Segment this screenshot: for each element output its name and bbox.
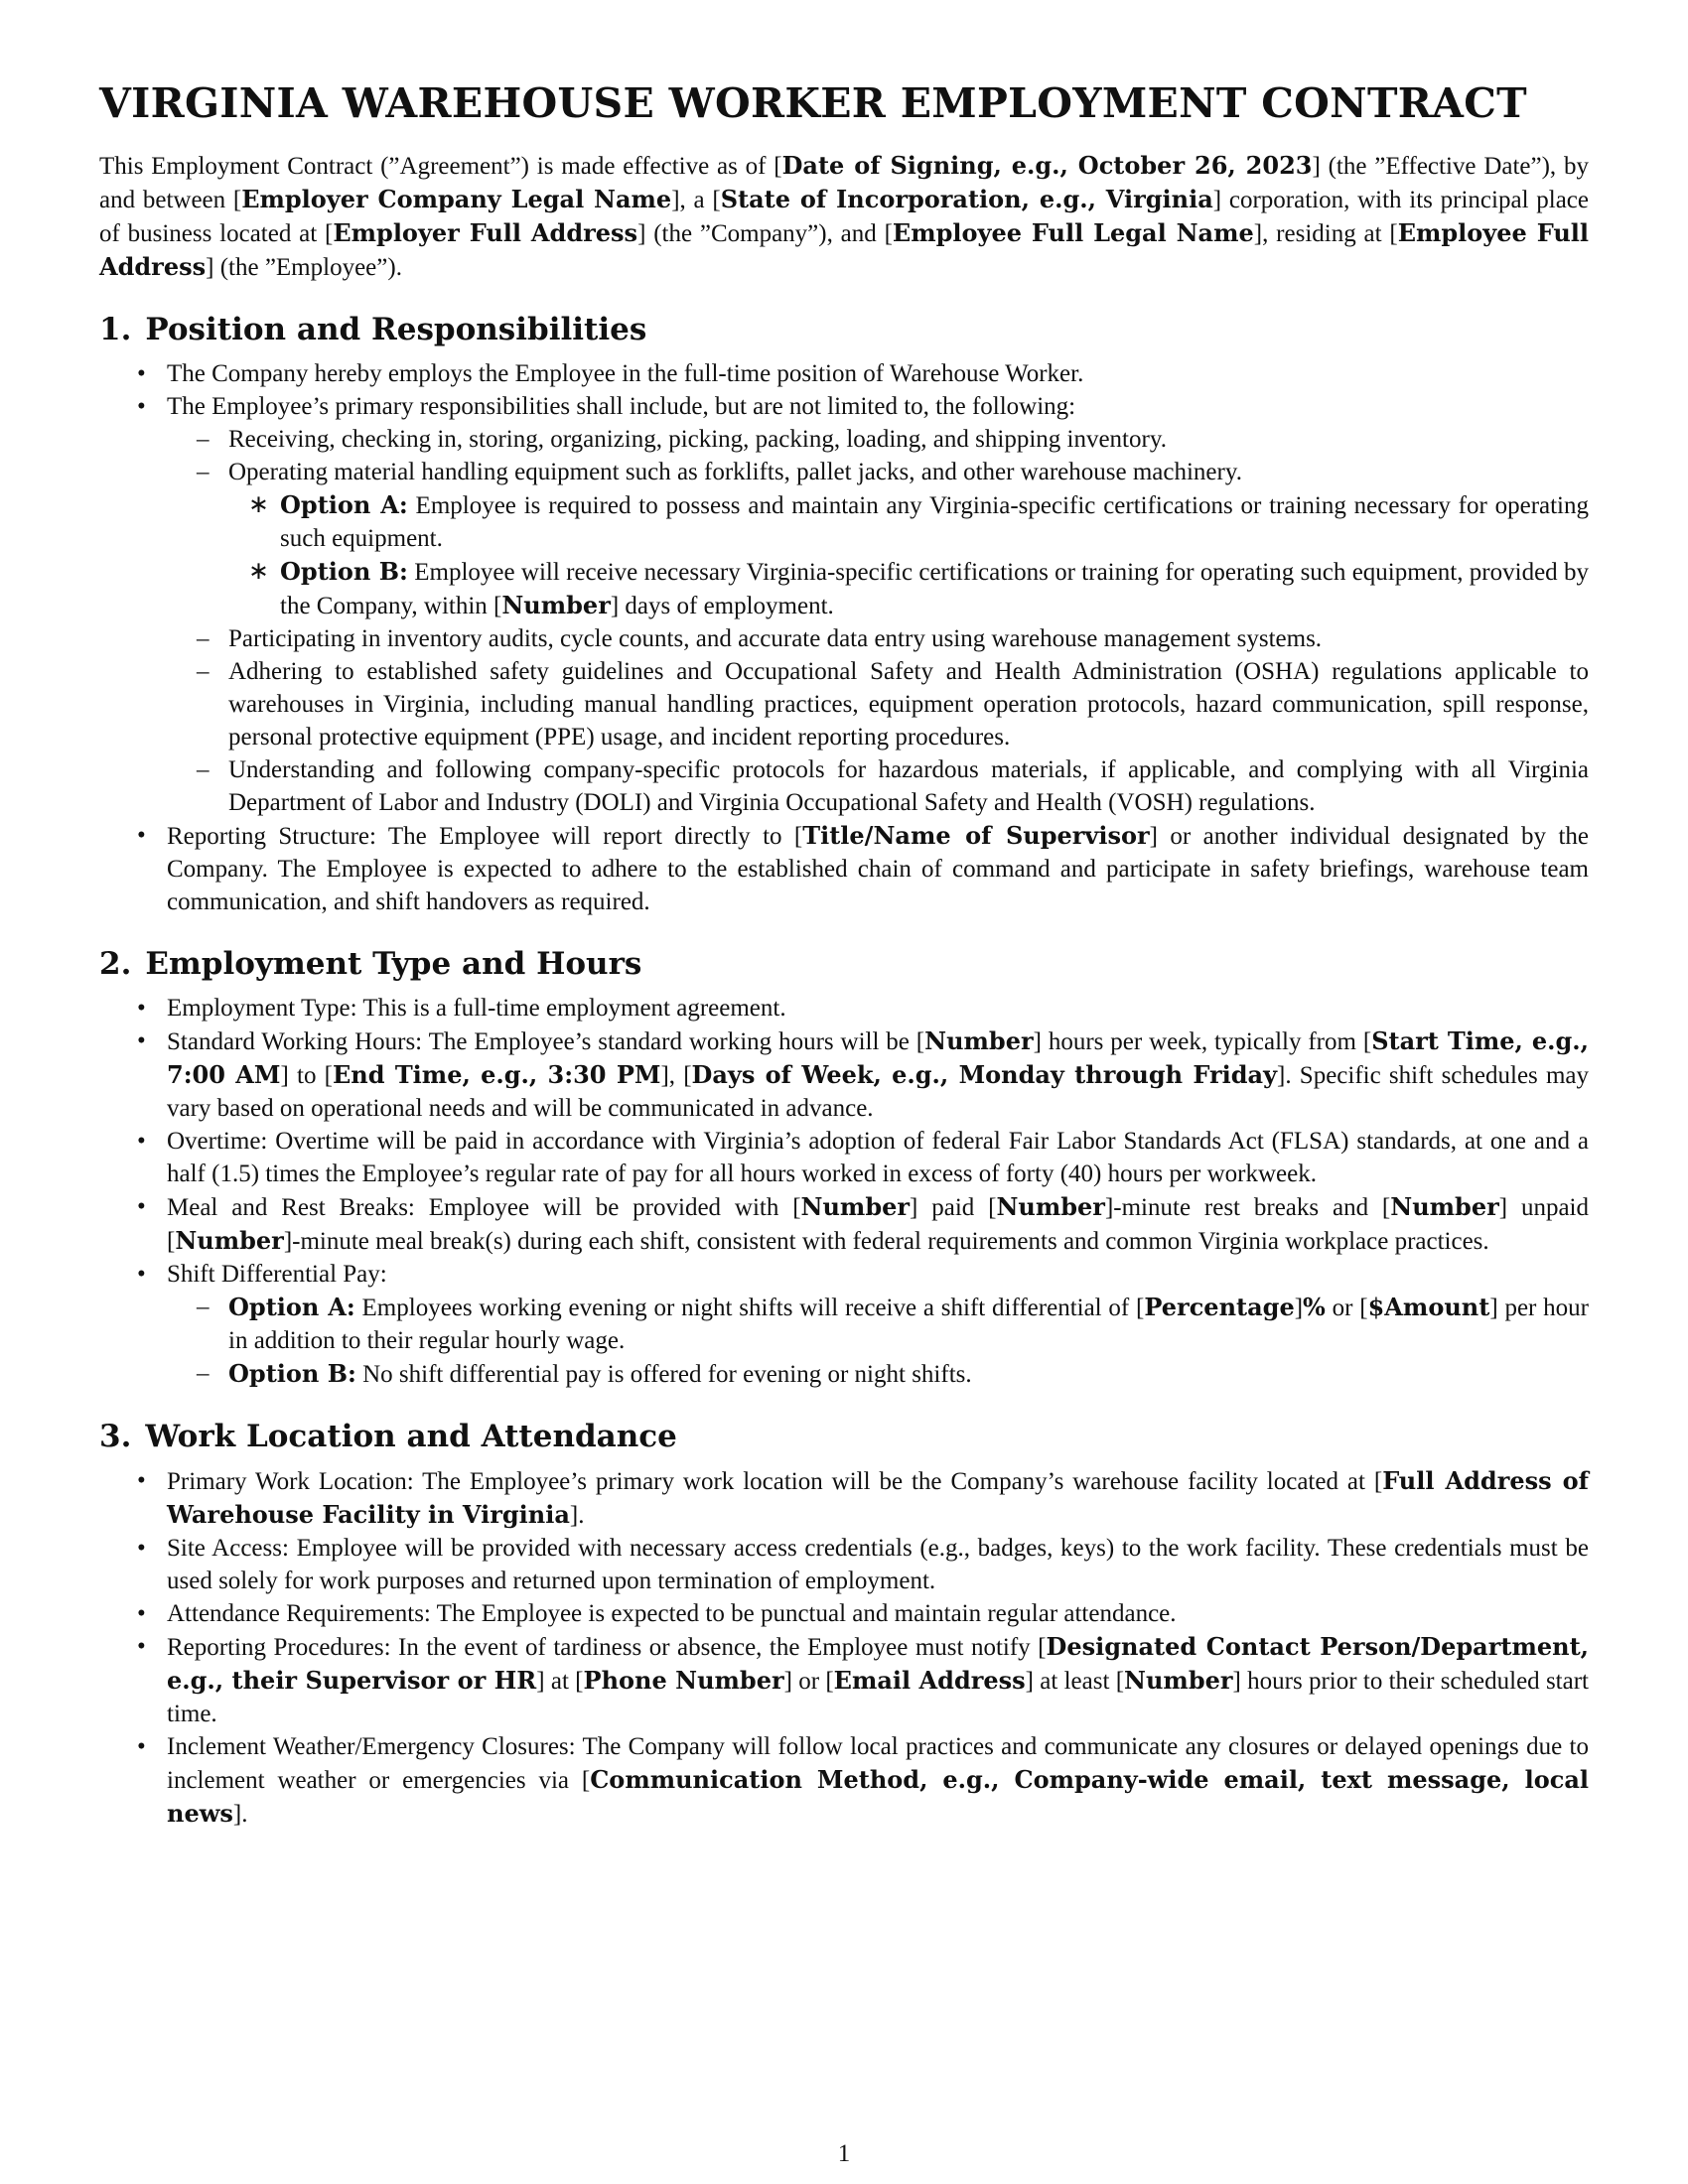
number-placeholder: Number: [924, 1026, 1034, 1055]
option-label: Option A:: [280, 490, 408, 519]
number-placeholder: Number: [501, 591, 611, 619]
list-item-text: Overtime: Overtime will be paid in accordance with Virginia’s adoption of federal Fair Labor Standards Act (FLSA) standards, at one and a half (1.5) times the Employee’s regular rate of pay for all hours worked in excess of forty (40) hours per workweek.: [167, 1128, 1589, 1187]
option-text: ] days of employment.: [610, 593, 834, 619]
employee-address-placeholder: Employee Full Address: [99, 218, 1589, 281]
phone-placeholder: Phone Number: [583, 1666, 784, 1695]
option-label: Option B:: [280, 557, 408, 586]
list-item-text: Reporting Procedures: In the event of tardiness or absence, the Employee must notify [: [167, 1634, 1047, 1661]
list-item: [99, 655, 1589, 753]
employer-name-placeholder: Employer Company Legal Name: [241, 185, 672, 213]
list-item: [99, 1258, 1589, 1391]
list-item-text: Reporting Structure: The Employee will report directly to [: [167, 823, 803, 850]
intro-text: ] (the ”Employee”).: [206, 254, 402, 281]
list-item-text: Shift Differential Pay:: [167, 1261, 387, 1288]
section-2-list: [99, 992, 1589, 1391]
list-item: [99, 992, 1589, 1024]
percentage-placeholder: Percentage: [1144, 1293, 1295, 1321]
list-item-text: ] hours prior to their scheduled start time.: [167, 1668, 1589, 1727]
list-item-text: ]. Specific shift schedules may vary based on operational needs and will be communicated in advance.: [167, 1062, 1590, 1122]
list-item-text: ] at [: [536, 1668, 584, 1695]
list-item-text: ]-minute meal break(s) during each shift, consistent with federal requirements and common Virginia workplace practices.: [283, 1228, 1489, 1255]
supervisor-placeholder: Title/Name of Supervisor: [802, 821, 1150, 850]
list-item-text: Meal and Rest Breaks: Employee will be provided with [: [167, 1194, 801, 1221]
option-a-item: [99, 1291, 1589, 1357]
list-item: [99, 622, 1589, 655]
list-item-text: ] or [: [783, 1668, 834, 1695]
section-number: 1.: [99, 312, 132, 347]
list-item-text: ] paid [: [910, 1194, 997, 1221]
list-item-text: ] or another individual designated by the Company. The Employee is expected to adhere to the established chain of command and participate in safety briefings, warehouse team communication, and shift handovers as required.: [167, 823, 1589, 915]
intro-paragraph: [99, 149, 1589, 284]
responsibilities-list: [167, 423, 1589, 819]
intro-text: ] (the ”Effective Date”), by and between [: [99, 153, 1589, 213]
list-item: [99, 1630, 1589, 1730]
employer-address-placeholder: Employer Full Address: [333, 218, 638, 247]
intro-text: ] (the ”Company”), and [: [637, 220, 893, 247]
option-text: No shift differential pay is offered for evening or night shifts.: [355, 1361, 972, 1388]
list-item-text: Inclement Weather/Emergency Closures: The Company will follow local practices and communicate any closures or delayed openings due to inclement weather or emergencies via [: [167, 1733, 1589, 1794]
list-item-text: Primary Work Location: The Employee’s primary work location will be the Company’s warehouse facility located at [: [167, 1468, 1383, 1495]
list-item-text: Understanding and following company-specific protocols for hazardous materials, if applicable, and complying with all Virginia Department of Labor and Industry (DOLI) and Virginia Occupational Safety and Health (VOSH) regulations.: [228, 756, 1589, 816]
document-page: [99, 79, 1589, 1831]
option-label: Option B:: [228, 1359, 356, 1388]
number-placeholder: Number: [1124, 1666, 1233, 1695]
warehouse-address-placeholder: Full Address of Warehouse Facility in Virginia: [167, 1466, 1589, 1529]
intro-text: ], residing at [: [1253, 220, 1398, 247]
state-placeholder: State of Incorporation, e.g., Virginia: [720, 185, 1213, 213]
document-title: VIRGINIA WAREHOUSE WORKER EMPLOYMENT CONTRACT: [99, 79, 1527, 127]
list-item-text: Receiving, checking in, storing, organizing, picking, packing, loading, and shipping inventory.: [228, 426, 1167, 453]
page-number: 1: [837, 2140, 851, 2167]
list-item-text: Attendance Requirements: The Employee is expected to be punctual and maintain regular attendance.: [167, 1600, 1177, 1627]
option-label: Option A:: [228, 1293, 355, 1321]
number-placeholder: Number: [800, 1192, 911, 1221]
list-item-text: ]-minute rest breaks and [: [1104, 1194, 1391, 1221]
list-item: [99, 456, 1589, 622]
list-item-text: Participating in inventory audits, cycle counts, and accurate data entry using warehouse management systems.: [228, 625, 1323, 652]
list-item-text: Site Access: Employee will be provided with necessary access credentials (e.g., badges, keys) to the work facility. These credentials must be used solely for work purposes and returned upon termination of employment.: [167, 1535, 1589, 1594]
contact-placeholder: Designated Contact Person/Department, e.g., their Supervisor or HR: [167, 1632, 1590, 1695]
list-item: [99, 357, 1589, 390]
list-item-text: Employment Type: This is a full-time employment agreement.: [167, 995, 786, 1022]
section-title: Employment Type and Hours: [145, 946, 642, 982]
list-item: [99, 1024, 1589, 1125]
amount-placeholder: $Amount: [1367, 1293, 1490, 1321]
option-b-item: [99, 555, 1589, 622]
list-item-text: The Company hereby employs the Employee in the full-time position of Warehouse Worker.: [167, 360, 1084, 387]
list-item-text: ] hours per week, typically from [: [1033, 1028, 1372, 1055]
section-number: 3.: [99, 1419, 132, 1454]
number-placeholder: Number: [175, 1226, 284, 1255]
list-item: [99, 753, 1589, 819]
list-item: [99, 819, 1589, 918]
list-item: [99, 1597, 1589, 1630]
option-text: or [: [1325, 1295, 1368, 1321]
list-item: [99, 1464, 1589, 1532]
employee-name-placeholder: Employee Full Legal Name: [892, 218, 1254, 247]
list-item-text: Adhering to established safety guidelines and Occupational Safety and Health Administration (OSHA) regulations applicable to warehouses in Virginia, including manual handling practices, equipment operation protocols, hazard communication, spill response, personal protective equipment (PPE) usage, and incident reporting procedures.: [228, 658, 1589, 751]
list-item-text: ], [: [660, 1062, 692, 1089]
list-item: [99, 390, 1589, 819]
percent-sign: %: [1303, 1293, 1326, 1321]
section-3-list: [99, 1464, 1589, 1831]
communication-method-placeholder: Communication Method, e.g., Company-wide email, text message, local news: [167, 1765, 1590, 1828]
email-placeholder: Email Address: [833, 1666, 1026, 1695]
list-item-text: Standard Working Hours: The Employee’s standard working hours will be [: [167, 1028, 925, 1055]
list-item: [99, 1125, 1589, 1190]
number-placeholder: Number: [1390, 1192, 1499, 1221]
section-number: 2.: [99, 946, 132, 982]
intro-text: ] corporation, with its principal place of business located at [: [99, 187, 1589, 247]
option-text: Employee will receive necessary Virginia-specific certifications or training for operating such equipment, provided by the Company, within [: [280, 559, 1589, 619]
intro-text: ], a [: [671, 187, 721, 213]
option-b-item: [99, 1357, 1589, 1391]
list-item: [99, 1190, 1589, 1258]
list-item-text: ] to [: [280, 1062, 333, 1089]
list-item-text: ] unpaid [: [167, 1194, 1589, 1255]
list-item-text: Operating material handling equipment such as forklifts, pallet jacks, and other warehouse machinery.: [228, 459, 1242, 485]
list-item-text: ].: [232, 1801, 248, 1828]
list-item-text: ].: [569, 1502, 585, 1529]
list-item: [99, 1532, 1589, 1597]
list-item-text: The Employee’s primary responsibilities shall include, but are not limited to, the following:: [167, 393, 1076, 420]
date-of-signing-placeholder: Date of Signing, e.g., October 26, 2023: [781, 151, 1313, 180]
section-title: Position and Responsibilities: [145, 312, 647, 347]
equipment-options-list: [228, 488, 1589, 622]
section-1-list: [99, 357, 1589, 918]
number-placeholder: Number: [996, 1192, 1105, 1221]
intro-text: This Employment Contract (”Agreement”) is made effective as of [: [99, 153, 782, 180]
section-3-heading: [99, 1419, 1589, 1454]
section-title: Work Location and Attendance: [145, 1419, 677, 1454]
option-text: Employee is required to possess and maintain any Virginia-specific certifications or training necessary for operating such equipment.: [280, 492, 1590, 552]
option-text: ]: [1294, 1295, 1304, 1321]
option-text: Employees working evening or night shifts will receive a shift differential of [: [354, 1295, 1145, 1321]
days-placeholder: Days of Week, e.g., Monday through Friday: [691, 1060, 1278, 1089]
list-item-text: ] at least [: [1025, 1668, 1125, 1695]
shift-differential-options: [167, 1291, 1589, 1391]
list-item: [99, 423, 1589, 456]
list-item: [99, 1730, 1589, 1831]
section-2-heading: [99, 946, 1589, 982]
start-time-placeholder: Start Time, e.g., 7:00 AM: [167, 1026, 1590, 1089]
option-a-item: [99, 488, 1589, 555]
section-1-heading: [99, 312, 1589, 347]
option-text: ] per hour in addition to their regular hourly wage.: [228, 1295, 1589, 1354]
end-time-placeholder: End Time, e.g., 3:30 PM: [332, 1060, 661, 1089]
